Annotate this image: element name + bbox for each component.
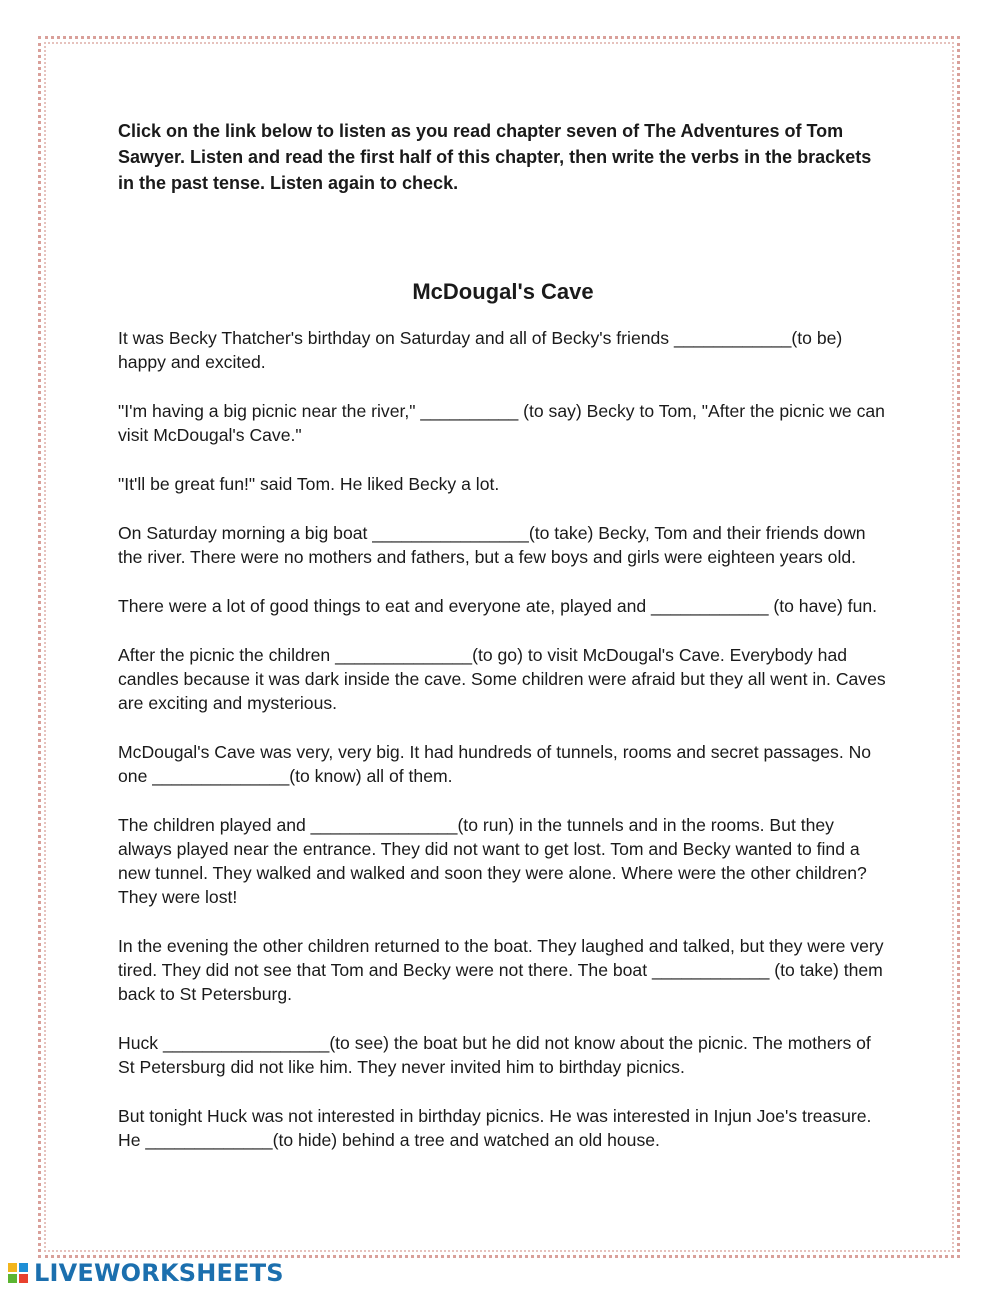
paragraph-7: McDougal's Cave was very, very big. It had hundreds of tunnels, rooms and secret passages. No one ______________(to know) all of them.	[118, 742, 872, 786]
paragraph-4: On Saturday morning a big boat ________________(to take) Becky, Tom and their friends down the river. There were no mothers and fathers, but a few boys and girls were eighteen years old.	[118, 523, 866, 567]
liveworksheets-logo[interactable]	[8, 1258, 284, 1288]
instructions-text: Click on the link below to listen as you read chapter seven of The Adventures of Tom Sawyer. Listen and read the first half of this chapter, then write the verbs in the brackets in the past tense. Listen again to check.	[118, 121, 872, 193]
paragraph-2: "I'm having a big picnic near the river," __________ (to say) Becky to Tom, "After the picnic we can visit McDougal's Cave."	[118, 401, 885, 445]
story-title: McDougal's Cave	[412, 279, 594, 304]
paragraph-3: "It'll be great fun!" said Tom. He liked Becky a lot.	[118, 474, 500, 494]
paragraph-1: It was Becky Thatcher's birthday on Saturday and all of Becky's friends ____________(to be) happy and excited.	[118, 328, 843, 372]
worksheet-content	[118, 118, 888, 1177]
paragraph-11: But tonight Huck was not interested in birthday picnics. He was interested in Injun Joe's treasure. He _____________(to hide) behind a tree and watched an old house.	[118, 1106, 872, 1150]
paragraph-10: Huck _________________(to see) the boat but he did not know about the picnic. The mothers of St Petersburg did not like him. They never invited him to birthday picnics.	[118, 1033, 871, 1077]
logo-text: LIVEWORKSHEETS	[34, 1259, 284, 1287]
logo-squares-icon	[8, 1263, 28, 1283]
paragraph-5: There were a lot of good things to eat and everyone ate, played and ____________ (to have) fun.	[118, 596, 878, 616]
paragraph-6: After the picnic the children ______________(to go) to visit McDougal's Cave. Everybody had candles because it was dark inside the cave. Some children were afraid but they all went in. Caves are exciting and mysterious.	[118, 645, 886, 713]
paragraph-8: The children played and _______________(to run) in the tunnels and in the rooms. But they always played near the entrance. They did not want to get lost. Tom and Becky wanted to find a new tunnel. They walked and walked and soon they were alone. Where were the other children? They were lost!	[118, 815, 867, 907]
paragraph-9: In the evening the other children returned to the boat. They laughed and talked, but they were very tired. They did not see that Tom and Becky were not there. The boat ____________ (to take) them back to St Petersburg.	[118, 936, 884, 1004]
